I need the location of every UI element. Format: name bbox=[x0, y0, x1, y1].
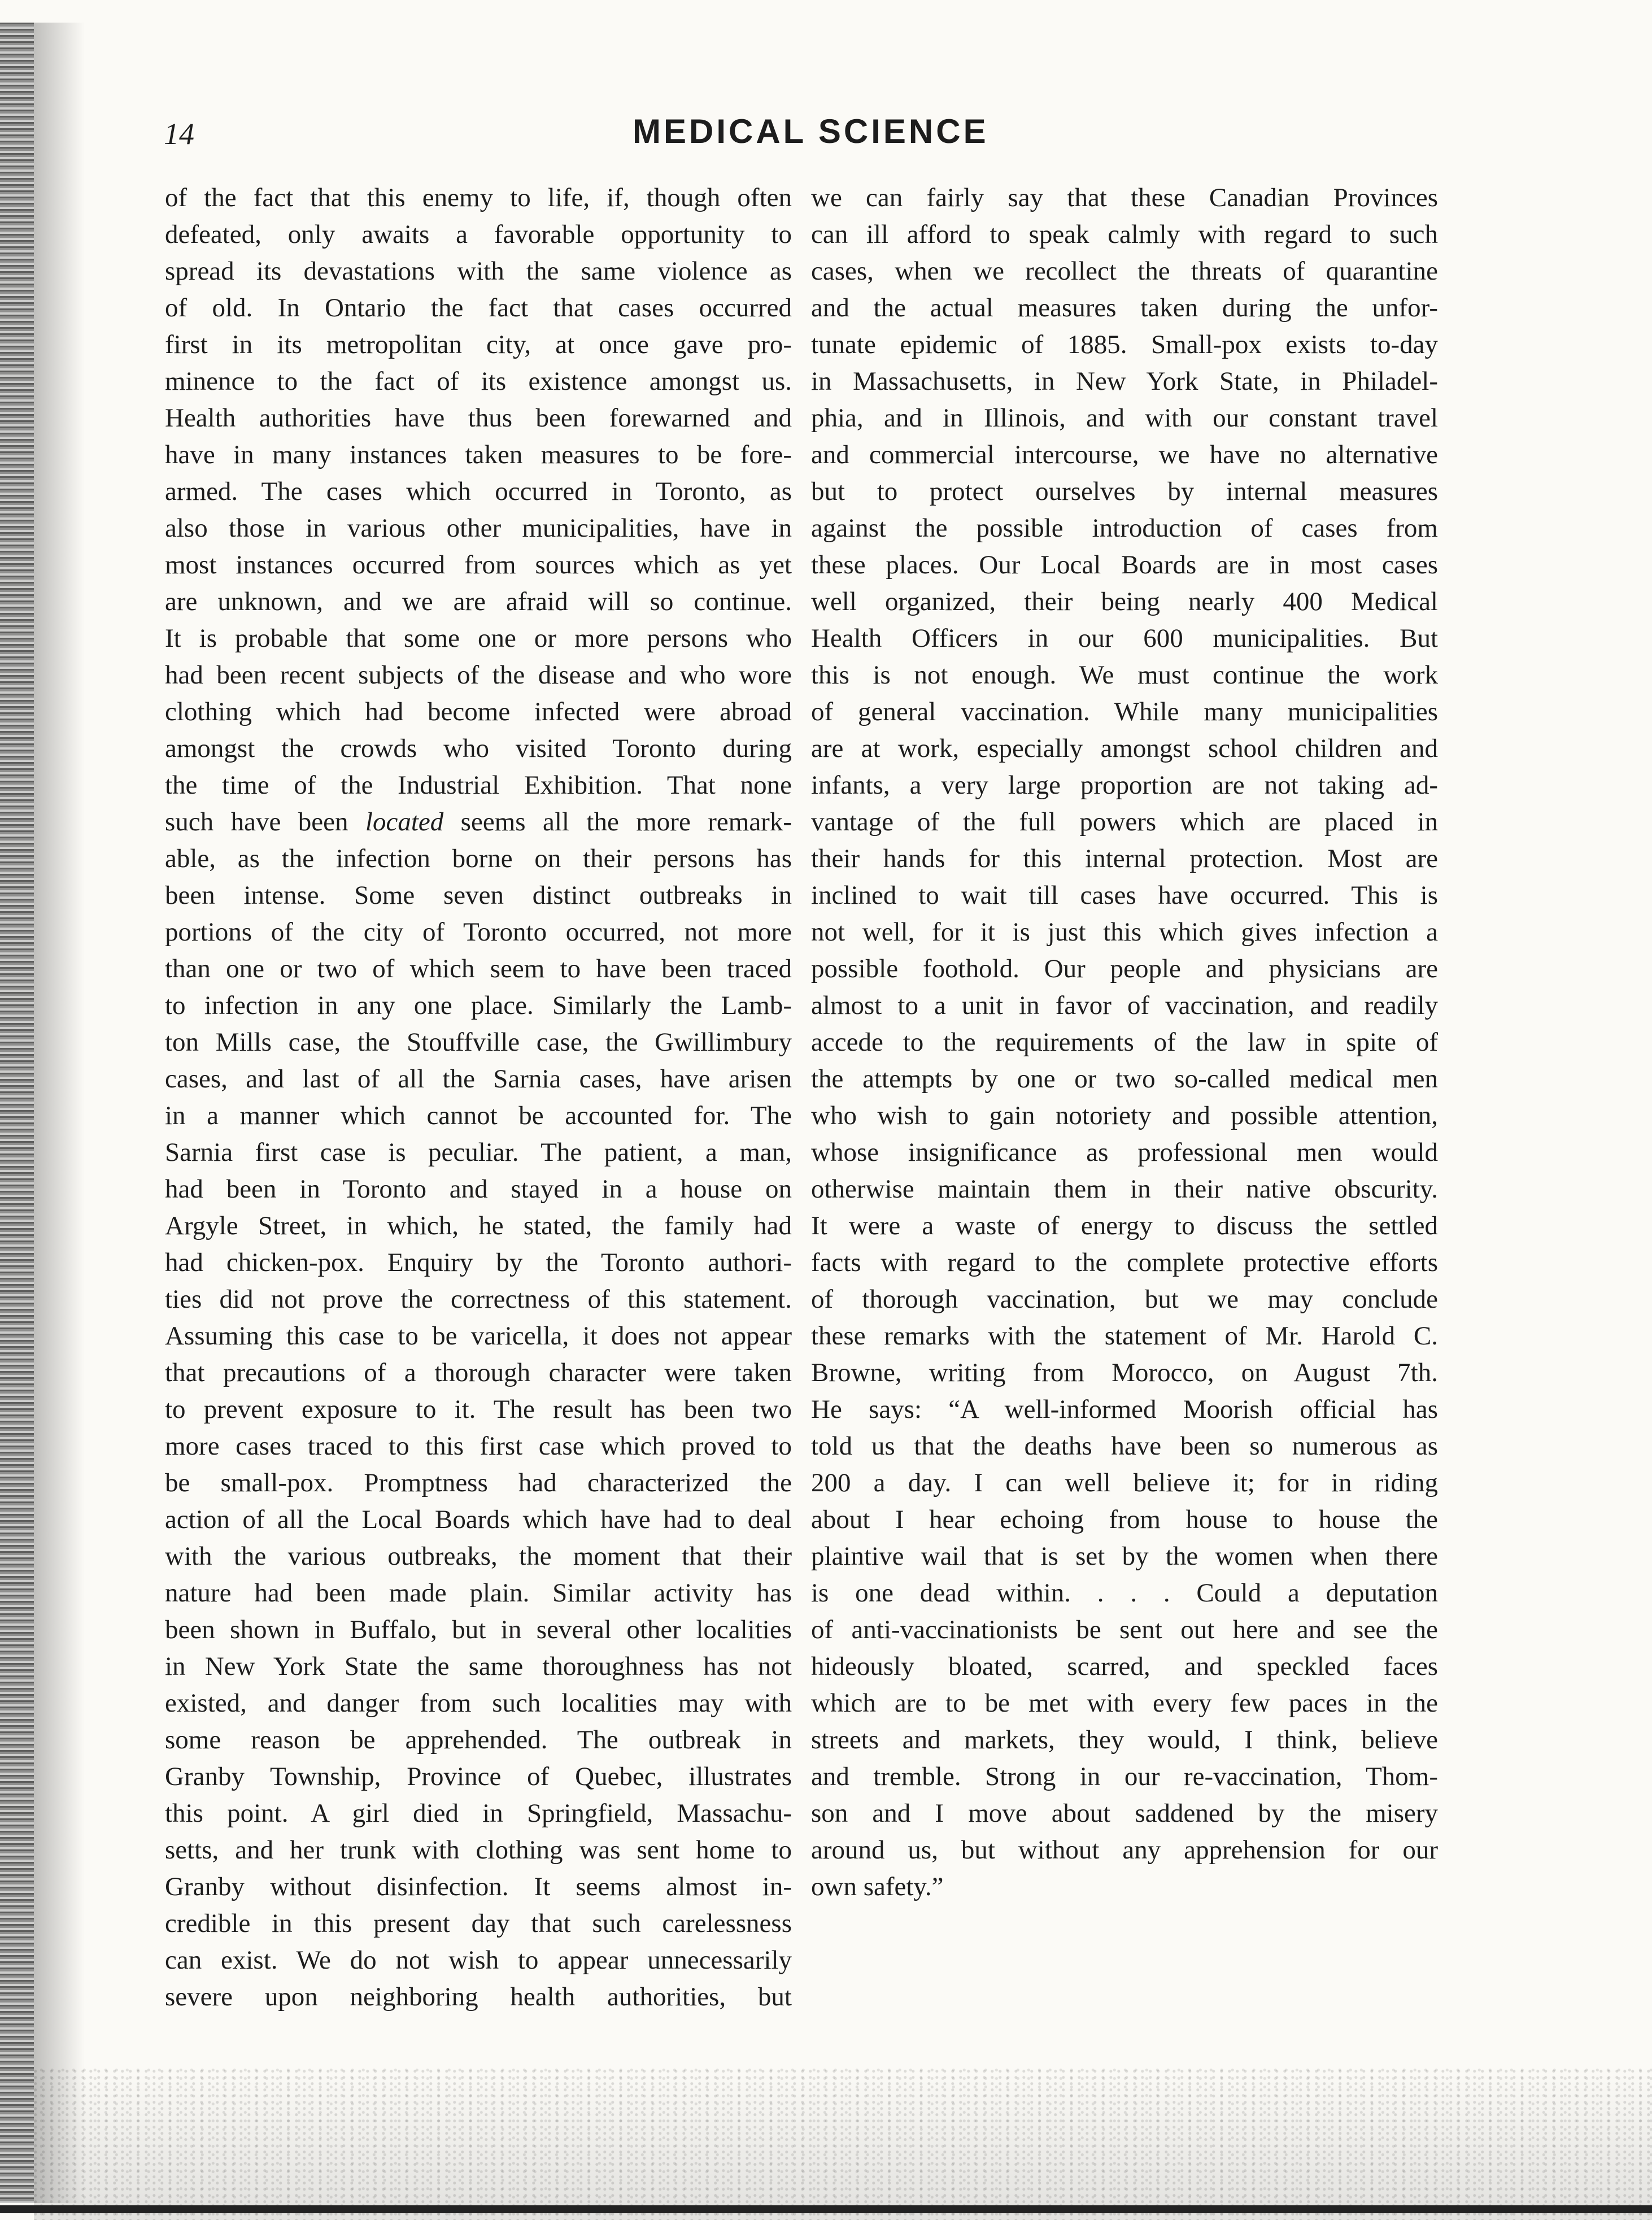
text-line: clothing which had become infected were abroad bbox=[165, 697, 792, 726]
text-line: setts, and her trunk with clothing was sent home to bbox=[165, 1835, 792, 1865]
text-line: ton Mills case, the Stouffville case, the Gwillimbury bbox=[165, 1028, 792, 1057]
text-line: armed. The cases which occurred in Toronto, as bbox=[165, 477, 792, 506]
binding-shadow bbox=[34, 23, 85, 2203]
text-line: otherwise maintain them in their native obscurity. bbox=[811, 1174, 1438, 1204]
text-line: which are to be met with every few paces in the bbox=[811, 1688, 1438, 1718]
text-line: son and I move about saddened by the misery bbox=[811, 1799, 1438, 1828]
text-line: and the actual measures taken during the unfor- bbox=[811, 293, 1438, 323]
text-line: these places. Our Local Boards are in most cases bbox=[811, 550, 1438, 580]
text-line: Assuming this case to be varicella, it does not appear bbox=[165, 1321, 792, 1351]
text-line: not well, for it is just this which gives infection a bbox=[811, 917, 1438, 947]
text-line: Argyle Street, in which, he stated, the family had bbox=[165, 1211, 792, 1240]
text-line: nature had been made plain. Similar activity has bbox=[165, 1578, 792, 1608]
text-line: vantage of the full powers which are placed in bbox=[811, 807, 1438, 837]
text-line: more cases traced to this first case which proved to bbox=[165, 1431, 792, 1461]
text-line: Sarnia first case is peculiar. The patient, a man, bbox=[165, 1138, 792, 1167]
text-line: against the possible introduction of cases from bbox=[811, 513, 1438, 543]
text-line: It were a waste of energy to discuss the settled bbox=[811, 1211, 1438, 1240]
text-line: are at work, especially amongst school children and bbox=[811, 734, 1438, 763]
text-line: in a manner which cannot be accounted for. The bbox=[165, 1101, 792, 1130]
text-line: amongst the crowds who visited Toronto during bbox=[165, 734, 792, 763]
text-line: existed, and danger from such localities may with bbox=[165, 1688, 792, 1718]
text-line: we can fairly say that these Canadian Provinces bbox=[811, 183, 1438, 212]
emphasized-word: located bbox=[365, 807, 444, 837]
binding-edge bbox=[0, 23, 34, 2203]
text-line: to prevent exposure to it. The result has been two bbox=[165, 1395, 792, 1424]
text-line: their hands for this internal protection. Most are bbox=[811, 844, 1438, 873]
text-line: around us, but without any apprehension for our bbox=[811, 1835, 1438, 1865]
text-line: whose insignificance as professional men would bbox=[811, 1138, 1438, 1167]
text-line: some reason be apprehended. The outbreak in bbox=[165, 1725, 792, 1755]
text-line: tunate epidemic of 1885. Small-pox exists to-day bbox=[811, 330, 1438, 359]
text-line: can exist. We do not wish to appear unnecessarily bbox=[165, 1945, 792, 1975]
text-line: defeated, only awaits a favorable opportunity to bbox=[165, 220, 792, 249]
text-line: the time of the Industrial Exhibition. That none bbox=[165, 771, 792, 800]
text-line: Granby Township, Province of Quebec, illustrates bbox=[165, 1762, 792, 1791]
text-line: in New York State the same thoroughness has not bbox=[165, 1652, 792, 1681]
text-line: that precautions of a thorough character were taken bbox=[165, 1358, 792, 1387]
text-line: ties did not prove the correctness of this statement. bbox=[165, 1285, 792, 1314]
text-line: facts with regard to the complete protective efforts bbox=[811, 1248, 1438, 1277]
text-line: of thorough vaccination, but we may conclude bbox=[811, 1285, 1438, 1314]
text-line: about I hear echoing from house to house the bbox=[811, 1505, 1438, 1534]
text-line: Health Officers in our 600 municipalities. But bbox=[811, 624, 1438, 653]
text-line: been shown in Buffalo, but in several other localities bbox=[165, 1615, 792, 1644]
page-header bbox=[164, 112, 1440, 157]
text-line: to infection in any one place. Similarly the Lamb- bbox=[165, 991, 792, 1020]
bottom-edge bbox=[0, 2205, 1652, 2213]
text-line: Granby without disinfection. It seems almost in- bbox=[165, 1872, 792, 1901]
text-line: of anti-vaccinationists be sent out here and see the bbox=[811, 1615, 1438, 1644]
text-line: of the fact that this enemy to life, if, though often bbox=[165, 183, 792, 212]
text-line: and tremble. Strong in our re-vaccination, Thom- bbox=[811, 1762, 1438, 1791]
text-line: almost to a unit in favor of vaccination, and readily bbox=[811, 991, 1438, 1020]
text-fragment: such have been bbox=[165, 807, 365, 837]
text-line: inclined to wait till cases have occurred. This is bbox=[811, 881, 1438, 910]
text-line: Browne, writing from Morocco, on August 7th. bbox=[811, 1358, 1438, 1387]
text-line: Health authorities have thus been forewarned and bbox=[165, 403, 792, 433]
text-line: been intense. Some seven distinct outbreaks in bbox=[165, 881, 792, 910]
text-line: the attempts by one or two so-called medical men bbox=[811, 1064, 1438, 1094]
text-line: who wish to gain notoriety and possible attention, bbox=[811, 1101, 1438, 1130]
text-line: had been in Toronto and stayed in a house on bbox=[165, 1174, 792, 1204]
text-line: in Massachusetts, in New York State, in Philadel- bbox=[811, 367, 1438, 396]
text-line: portions of the city of Toronto occurred, not more bbox=[165, 917, 792, 947]
text-line: of general vaccination. While many municipalities bbox=[811, 697, 1438, 726]
text-line: told us that the deaths have been so numerous as bbox=[811, 1431, 1438, 1461]
text-line: and commercial intercourse, we have no alternative bbox=[811, 440, 1438, 469]
text-line: these remarks with the statement of Mr. Harold C. bbox=[811, 1321, 1438, 1351]
right-column bbox=[811, 180, 1438, 1905]
text-line: possible foothold. Our people and physicians are bbox=[811, 954, 1438, 983]
text-line: able, as the infection borne on their persons has bbox=[165, 844, 792, 873]
text-line: with the various outbreaks, the moment that their bbox=[165, 1542, 792, 1571]
text-line: be small-pox. Promptness had characterized the bbox=[165, 1468, 792, 1498]
text-line: hideously bloated, scarred, and speckled faces bbox=[811, 1652, 1438, 1681]
running-title: MEDICAL SCIENCE bbox=[633, 112, 989, 150]
text-line: He says: “A well-informed Moorish official has bbox=[811, 1395, 1438, 1424]
text-line: cases, and last of all the Sarnia cases, have arisen bbox=[165, 1064, 792, 1094]
text-line: severe upon neighboring health authorities, but bbox=[165, 1982, 792, 2012]
text-line: first in its metropolitan city, at once gave pro- bbox=[165, 330, 792, 359]
left-column bbox=[165, 180, 792, 2016]
text-line: infants, a very large proportion are not taking ad- bbox=[811, 771, 1438, 800]
page-edge-speckle bbox=[34, 2067, 1652, 2220]
text-line: It is probable that some one or more persons who bbox=[165, 624, 792, 653]
text-line: this point. A girl died in Springfield, Massachu- bbox=[165, 1799, 792, 1828]
text-line: had been recent subjects of the disease and who wore bbox=[165, 660, 792, 690]
text-line: have in many instances taken measures to be fore- bbox=[165, 440, 792, 469]
text-line: phia, and in Illinois, and with our constant travel bbox=[811, 403, 1438, 433]
text-line: credible in this present day that such carelessness bbox=[165, 1909, 792, 1938]
text-line: can ill afford to speak calmly with regard to such bbox=[811, 220, 1438, 249]
text-line: had chicken-pox. Enquiry by the Toronto authori- bbox=[165, 1248, 792, 1277]
text-line: than one or two of which seem to have been traced bbox=[165, 954, 792, 983]
text-line: also those in various other municipalities, have in bbox=[165, 513, 792, 543]
text-line: action of all the Local Boards which have had to deal bbox=[165, 1505, 792, 1534]
text-line: streets and markets, they would, I think, believe bbox=[811, 1725, 1438, 1755]
text-line: minence to the fact of its existence amongst us. bbox=[165, 367, 792, 396]
text-line: spread its devastations with the same violence as bbox=[165, 256, 792, 286]
text-line: of old. In Ontario the fact that cases occurred bbox=[165, 293, 792, 323]
text-line: are unknown, and we are afraid will so continue. bbox=[165, 587, 792, 616]
text-line: cases, when we recollect the threats of quarantine bbox=[811, 256, 1438, 286]
text-line: most instances occurred from sources which as yet bbox=[165, 550, 792, 580]
text-line: plaintive wail that is set by the women when there bbox=[811, 1542, 1438, 1571]
text-line: own safety.” bbox=[811, 1872, 944, 1901]
text-line: accede to the requirements of the law in spite of bbox=[811, 1028, 1438, 1057]
text-line bbox=[165, 804, 792, 841]
text-fragment: seems all the more remark- bbox=[443, 807, 792, 837]
text-line: this is not enough. We must continue the work bbox=[811, 660, 1438, 690]
text-line: is one dead within. . . . Could a deputation bbox=[811, 1578, 1438, 1608]
text-line: well organized, their being nearly 400 Medical bbox=[811, 587, 1438, 616]
text-line: 200 a day. I can well believe it; for in riding bbox=[811, 1468, 1438, 1498]
page-number: 14 bbox=[164, 117, 194, 151]
text-line: but to protect ourselves by internal measures bbox=[811, 477, 1438, 506]
